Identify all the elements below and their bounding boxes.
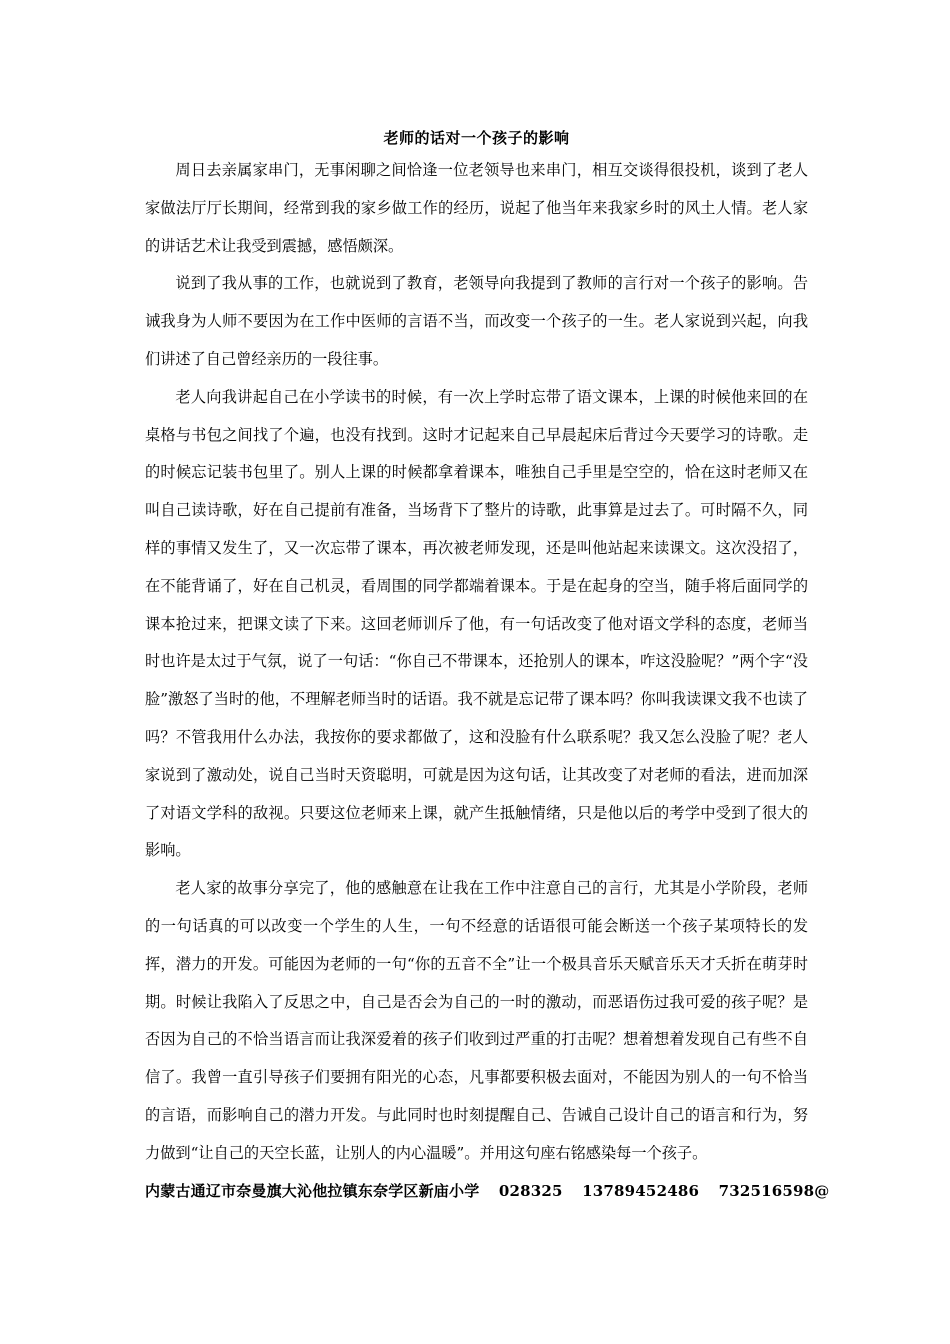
paragraph-3: 老人向我讲起自己在小学读书的时候，有一次上学时忘带了语文课本，上课的时候他来回的在桌格与书包之间找了个遍，也没有找到。这时才记起来自己早晨起床后背过今天要学习的诗歌。走的时候忘记装书包里了。别人上课的时候都拿着课本，唯独自己手里是空空的，恰在这时老师又在叫自己读诗歌，好在自己提前有准备，当场背下了整片的诗歌，此事算是过去了。可时隔不久，同样的事情又发生了，又一次忘带了课本，再次被老师发现，还是叫他站起来读课文。这次没招了，在不能背诵了，好在自己机灵，看周围的同学都端着课本。于是在起身的空当，随手将后面同学的课本抢过来，把课文读了下来。这回老师训斥了他，有一句话改变了他对语文学科的态度，老师当时也许是太过于气氛，说了一句话：“你自己不带课本，还抢别人的课本，咋这没脸呢？”两个字“没脸”激怒了当时的他，不理解老师当时的话语。我不就是忘记带了课本吗？你叫我读课文我不也读了吗？不管我用什么办法，我按你的要求都做了，这和没脸有什么联系呢？我又怎么没脸了呢？老人家说到了激动处，说自己当时天资聪明，可就是因为这句话，让其改变了对老师的看法，进而加深了对语文学科的敌视。只要这位老师来上课，就产生抵触情绪，只是他以后的考学中受到了很大的影响。 [145,387,808,860]
paragraph-1: 周日去亲属家串门，无事闲聊之间恰逢一位老领导也来串门，相互交谈得很投机，谈到了老人家做法厅厅长期间，经常到我的家乡做工作的经历，说起了他当年来我家乡时的风土人情。老人家的讲话艺术让我受到震撼，感悟颇深。 [145,161,808,255]
document-title: 老师的话对一个孩子的影响 [383,129,570,147]
paragraph-4: 老人家的故事分享完了，他的感触意在让我在工作中注意自己的言行，尤其是小学阶段，老师的一句话真的可以改变一个学生的人生，一句不经意的话语很可能会断送一个孩子某项特长的发挥，潜力的开发。可能因为老师的一句“你的五音不全”让一个极具音乐天赋音乐天才夭折在萌芽时期。时候让我陷入了反思之中，自己是否会为自己的一时的激动，而恶语伤过我可爱的孩子呢？是否因为自己的不恰当语言而让我深爱着的孩子们收到过严重的打击呢？想着想着发现自己有些不自信了。我曾一直引导孩子们要拥有阳光的心态，凡事都要积极去面对，不能因为别人的一句不恰当的言语，而影响自己的潜力开发。与此同时也时刻提醒自己、告诫自己设计自己的语言和行为，努力做到“让自己的天空长蓝，让别人的内心温暖”。并用这句座右铭感染每一个孩子。 [145,879,808,1162]
document-page [145,124,830,1209]
email-address: 732516598@ [718,1181,830,1200]
paragraph-2: 说到了我从事的工作，也就说到了教育，老领导向我提到了教师的言行对一个孩子的影响。告诫我身为人师不要因为在工作中医师的言语不当，而改变一个孩子的一生。老人家说到兴起，向我们讲述了自己曾经亲历的一段往事。 [145,274,808,368]
author-info-line [145,1173,830,1209]
phone-number: 13789452486 [582,1181,700,1200]
school-name: 内蒙古通辽市奈曼旗大沁他拉镇东奈学区新庙小学 [145,1181,480,1200]
postcode: 028325 [498,1181,563,1200]
